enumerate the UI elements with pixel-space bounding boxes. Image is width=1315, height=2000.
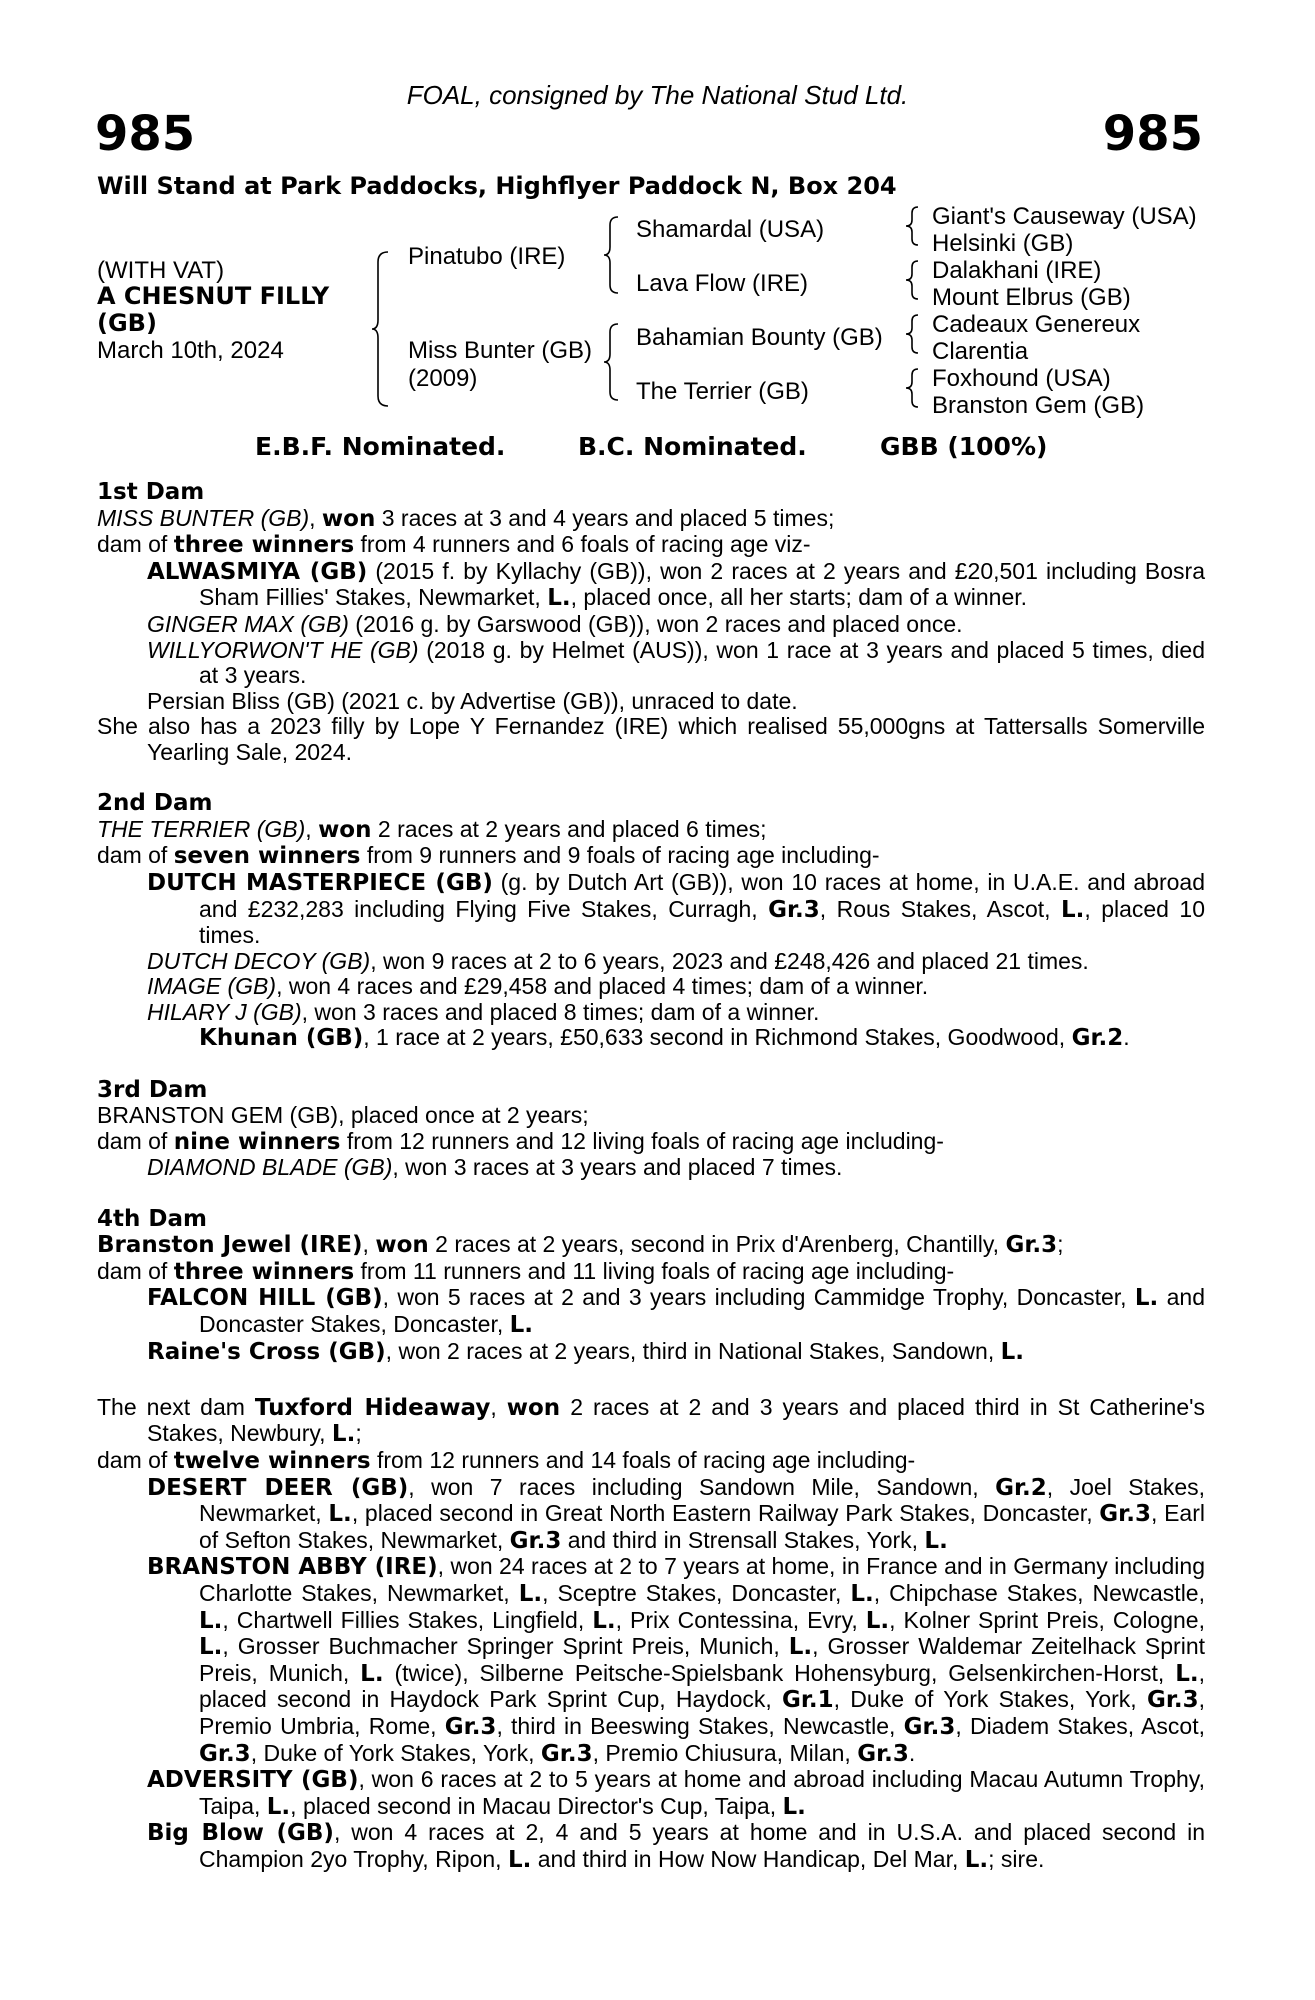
vat-note: (WITH VAT) [97, 257, 225, 284]
pedigree-dam-year: (2009) [408, 365, 478, 392]
date-of-birth: March 10th, 2024 [97, 337, 284, 364]
produce-big-blow: Big Blow (GB), won 4 races at 2, 4 and 5 years at home and in U.S.A. and placed second in Champion 2yo Trophy, Ripon, L. and third in How Now Handicap, Del Mar, L.; sire. [147, 1819, 1206, 1873]
fourth-dam-heading: 4th Dam [97, 1205, 207, 1232]
pedigree-brace-dd [904, 367, 922, 409]
lot-number-left: 985 [95, 106, 196, 162]
produce-khunan: Khunan (GB), 1 race at 2 years, £50,633 second in Richmond Stakes, Goodwood, Gr.2. [199, 1024, 1130, 1052]
pedigree-sire: Pinatubo (IRE) [408, 243, 566, 270]
lot-title-line1: A CHESNUT FILLY [97, 282, 330, 310]
produce-desert-deer: DESERT DEER (GB), won 7 races including Sandown Mile, Sandown, Gr.2, Joel Stakes, Newmarket, L., placed second in Great North Eastern Railway Park Stakes, Doncaster, Gr.3, Earl of Sefton Stakes, Newmarket, Gr.3 and third in Strensall Stakes, York, L. [147, 1473, 1205, 1554]
second-dam-produce-summary: dam of seven winners from 9 runners and 9 foals of racing age including- [97, 842, 880, 870]
pedigree-dam: Miss Bunter (GB) [408, 337, 593, 364]
pedigree-brace-ss [904, 205, 922, 247]
second-dam-heading: 2nd Dam [97, 790, 213, 817]
ebf-nomination: E.B.F. Nominated. [255, 432, 506, 461]
next-dam-produce-summary: dam of twelve winners from 12 runners and 14 foals of racing age including- [97, 1446, 916, 1474]
third-dam-produce-summary: dam of nine winners from 12 runners and 12 living foals of racing age including- [97, 1127, 944, 1155]
pedigree-ss-dam: Helsinki (GB) [932, 230, 1074, 257]
produce-alwasmiya: ALWASMIYA (GB) (2015 f. by Kyllachy (GB)), won 2 races at 2 years and £20,501 including Bosra Sham Fillies' Stakes, Newmarket, L., placed once, all her starts; dam of a winner. [147, 557, 1205, 612]
pedigree-sire-dam: Lava Flow (IRE) [636, 270, 809, 297]
pedigree-brace-sire [602, 215, 622, 295]
pedigree-ds-dam: Clarentia [932, 338, 1029, 365]
pedigree-ss-sire: Giant's Causeway (USA) [932, 203, 1197, 230]
lot-title-line2: (GB) [97, 309, 157, 337]
consignment-line: FOAL, consigned by The National Stud Ltd. [406, 80, 909, 110]
produce-adversity: ADVERSITY (GB), won 6 races at 2 to 5 years at home and abroad including Macau Autumn Trophy, Taipa, L., placed second in Macau Director's Cup, Taipa, L. [147, 1766, 1205, 1820]
pedigree-dam-dam: The Terrier (GB) [636, 378, 809, 405]
pedigree-brace-sd [904, 259, 922, 301]
lot-number-right: 985 [1102, 106, 1203, 162]
fourth-dam-record: Branston Jewel (IRE), won 2 races at 2 years, second in Prix d'Arenberg, Chantilly, Gr.3; [97, 1231, 1064, 1259]
pedigree-brace-gen1 [370, 250, 392, 408]
pedigree-sire-sire: Shamardal (USA) [636, 216, 825, 243]
produce-branston-abby: BRANSTON ABBY (IRE), won 24 races at 2 to 7 years at home, in France and in Germany including Charlotte Stakes, Newmarket, L., Sceptre Stakes, Doncaster, L., Chipchase Stakes, Newcastle, L., Chartwell Fillies Stakes, Lingfield, L., Prix Contessina, Evry, L., Kolner Sprint Preis, Cologne, L., Grosser Buchmacher Springer Sprint Preis, Munich, L., Grosser Waldemar Zeitelhack Sprint Preis, Munich, L. (twice), Silberne Peitsche-Spielsbank Hohensyburg, Gelsenkirchen-Horst, L., placed second in Haydock Park Sprint Cup, Haydock, Gr.1, Duke of York Stakes, York, Gr.3, Premio Umbria, Rome, Gr.3, third in Beeswing Stakes, Newcastle, Gr.3, Diadem Stakes, Ascot, Gr.3, Duke of York Stakes, York, Gr.3, Premio Chiusura, Milan, Gr.3. [147, 1553, 1206, 1767]
catalogue-page-body [97, 480, 1205, 1873]
stand-location: Will Stand at Park Paddocks, Highflyer Paddock N, Box 204 [97, 172, 897, 200]
first-dam-heading: 1st Dam [97, 479, 205, 505]
pedigree-dd-dam: Branston Gem (GB) [932, 392, 1145, 419]
produce-raines-cross: Raine's Cross (GB), won 2 races at 2 years, third in National Stakes, Sandown, L. [147, 1337, 1025, 1365]
gbb-status: GBB (100%) [880, 432, 1048, 461]
produce-image: IMAGE (GB), won 4 races and £29,458 and placed 4 times; dam of a winner. [147, 973, 929, 1000]
third-dam-heading: 3rd Dam [97, 1076, 208, 1103]
pedigree-dd-sire: Foxhound (USA) [932, 365, 1111, 392]
second-dam-record: THE TERRIER (GB), won 2 races at 2 years and placed 6 times; [97, 815, 767, 843]
pedigree-brace-dam [602, 322, 622, 402]
produce-hilary-j: HILARY J (GB), won 3 races and placed 8 times; dam of a winner. [147, 998, 820, 1025]
produce-dutch-masterpiece: DUTCH MASTERPIECE (GB) (g. by Dutch Art (GB)), won 10 races at home, in U.A.E. and abroad and £232,283 including Flying Five Stakes, Curragh, Gr.3, Rous Stakes, Ascot, L., placed 10 times. [147, 868, 1205, 949]
pedigree-dam-sire: Bahamian Bounty (GB) [636, 324, 883, 351]
first-dam-record: MISS BUNTER (GB), won 3 races at 3 and 4 years and placed 5 times; [97, 504, 835, 532]
pedigree-brace-ds [904, 313, 922, 355]
produce-dutch-decoy: DUTCH DECOY (GB), won 9 races at 2 to 6 years, 2023 and £248,426 and placed 21 times. [147, 947, 1089, 974]
pedigree-sd-sire: Dalakhani (IRE) [932, 257, 1102, 284]
first-dam-produce-summary: dam of three winners from 4 runners and 6 foals of racing age viz- [97, 531, 811, 559]
produce-diamond-blade: DIAMOND BLADE (GB), won 3 races at 3 years and placed 7 times. [147, 1154, 843, 1181]
fourth-dam-produce-summary: dam of three winners from 11 runners and 11 living foals of racing age including- [97, 1257, 955, 1285]
produce-falcon-hill: FALCON HILL (GB), won 5 races at 2 and 3 years including Cammidge Trophy, Doncaster, L. and Doncaster Stakes, Doncaster, L. [147, 1284, 1205, 1338]
produce-ginger-max: GINGER MAX (GB) (2016 g. by Garswood (GB)), won 2 races and placed once. [147, 610, 963, 637]
produce-willyorwont-he: WILLYORWON'T HE (GB) (2018 g. by Helmet (AUS)), won 1 race at 3 years and placed 5 times, died at 3 years. [147, 636, 1205, 689]
pedigree-sd-dam: Mount Elbrus (GB) [932, 284, 1131, 311]
next-dam-record: The next dam Tuxford Hideaway, won 2 races at 2 and 3 years and placed third in St Catherine's Stakes, Newbury, L.; [97, 1393, 1206, 1448]
pedigree-ds-sire: Cadeaux Genereux [932, 311, 1141, 338]
produce-persian-bliss: Persian Bliss (GB) (2021 c. by Advertise (GB)), unraced to date. [147, 687, 798, 714]
bc-nomination: B.C. Nominated. [578, 432, 807, 461]
first-dam-additional-note: She also has a 2023 filly by Lope Y Fernandez (IRE) which realised 55,000gns at Tattersalls Somerville Yearling Sale, 2024. [97, 713, 1205, 765]
third-dam-record: BRANSTON GEM (GB), placed once at 2 years; [97, 1102, 589, 1129]
